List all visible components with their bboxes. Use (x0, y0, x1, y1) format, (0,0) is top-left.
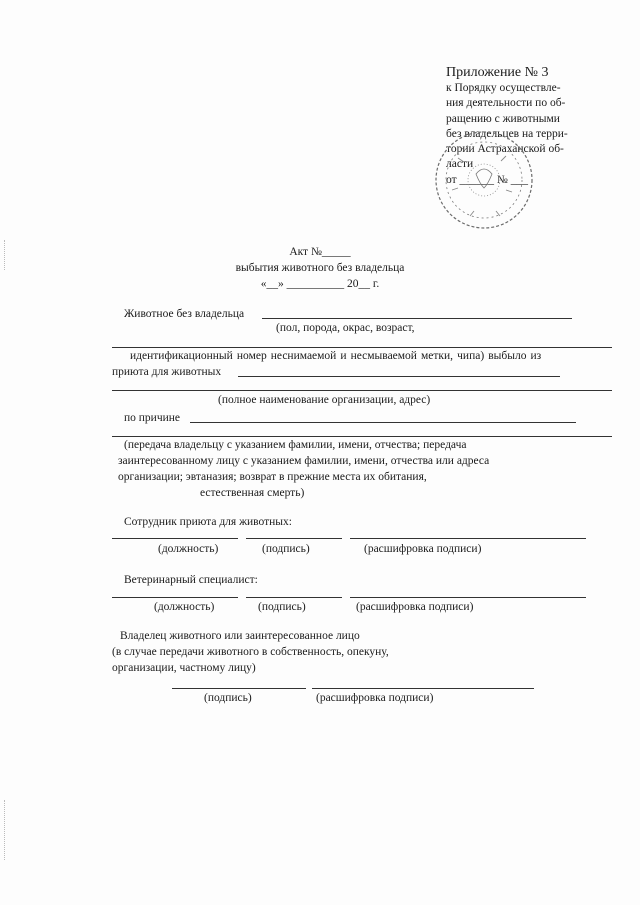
shelter-hint: (полное наименование организации, адрес) (218, 394, 431, 406)
reason-hint-line: (передача владельцу с указанием фамилии, имени, отчества; передача (124, 439, 467, 451)
official-seal-stamp (418, 128, 548, 240)
vet-position-line (112, 597, 238, 598)
act-date: «__» __________ 20__ г. (260, 278, 380, 290)
employee-signature-line (246, 538, 342, 539)
appendix-line: ния деятельности по об- (446, 97, 566, 110)
reason-input-line (190, 422, 576, 423)
shelter-label: приюта для животных (112, 366, 222, 378)
appendix-line: ращению с животными (446, 112, 560, 125)
vet-signature-line (246, 597, 342, 598)
employee-position-line (112, 538, 238, 539)
animal-input-line-2 (112, 347, 612, 348)
owner-signature-hint: (подпись) (204, 692, 252, 704)
reason-label: по причине (124, 412, 181, 424)
act-subtitle: выбытия животного без владельца (235, 262, 405, 274)
employee-decoding-hint: (расшифровка подписи) (364, 543, 482, 555)
shelter-input-line (238, 376, 560, 377)
appendix-title: Приложение № 3 (446, 65, 549, 80)
act-title: Акт №_____ (289, 246, 351, 258)
employee-decoding-line (350, 538, 586, 539)
vet-decoding-hint: (расшифровка подписи) (356, 601, 474, 613)
owner-label-line: (в случае передачи животного в собственность, опекуну, (112, 646, 389, 658)
owner-signature-line (172, 688, 306, 689)
scan-artifact (4, 240, 7, 270)
animal-label: Животное без владельца (124, 308, 245, 320)
appendix-line: ласти (446, 158, 474, 171)
shelter-input-line-2 (112, 390, 612, 391)
reason-hint-line: заинтересованному лицу с указанием фамилии, имени, отчества или адреса (118, 455, 490, 467)
owner-label-line: организации, частному лицу) (112, 662, 256, 674)
appendix-line: тории Астраханской об- (446, 143, 564, 156)
appendix-line: к Порядку осуществле- (446, 82, 561, 94)
vet-decoding-line (350, 597, 586, 598)
reason-hint-line: организации; эвтаназия; возврат в прежние места их обитания, (118, 471, 427, 483)
employee-position-hint: (должность) (158, 543, 219, 555)
appendix-line: без владельцев на терри- (446, 127, 568, 140)
appendix-line: от ______ № ___ (446, 173, 528, 186)
animal-hint-2: идентификационный номер неснимаемой и несмываемой метки, чипа) выбыло из (130, 350, 542, 362)
reason-hint-line: естественная смерть) (200, 487, 305, 499)
owner-decoding-line (312, 688, 534, 689)
employee-label: Сотрудник приюта для животных: (124, 516, 292, 528)
vet-signature-hint: (подпись) (258, 601, 306, 613)
employee-signature-hint: (подпись) (262, 543, 310, 555)
vet-position-hint: (должность) (154, 601, 215, 613)
owner-label-line: Владелец животного или заинтересованное лицо (120, 630, 360, 642)
reason-input-line-2 (112, 436, 612, 437)
owner-decoding-hint: (расшифровка подписи) (316, 692, 434, 704)
animal-hint: (пол, порода, окрас, возраст, (276, 322, 415, 334)
scan-artifact (4, 800, 7, 860)
vet-label: Ветеринарный специалист: (124, 574, 258, 586)
animal-input-line (262, 318, 572, 319)
